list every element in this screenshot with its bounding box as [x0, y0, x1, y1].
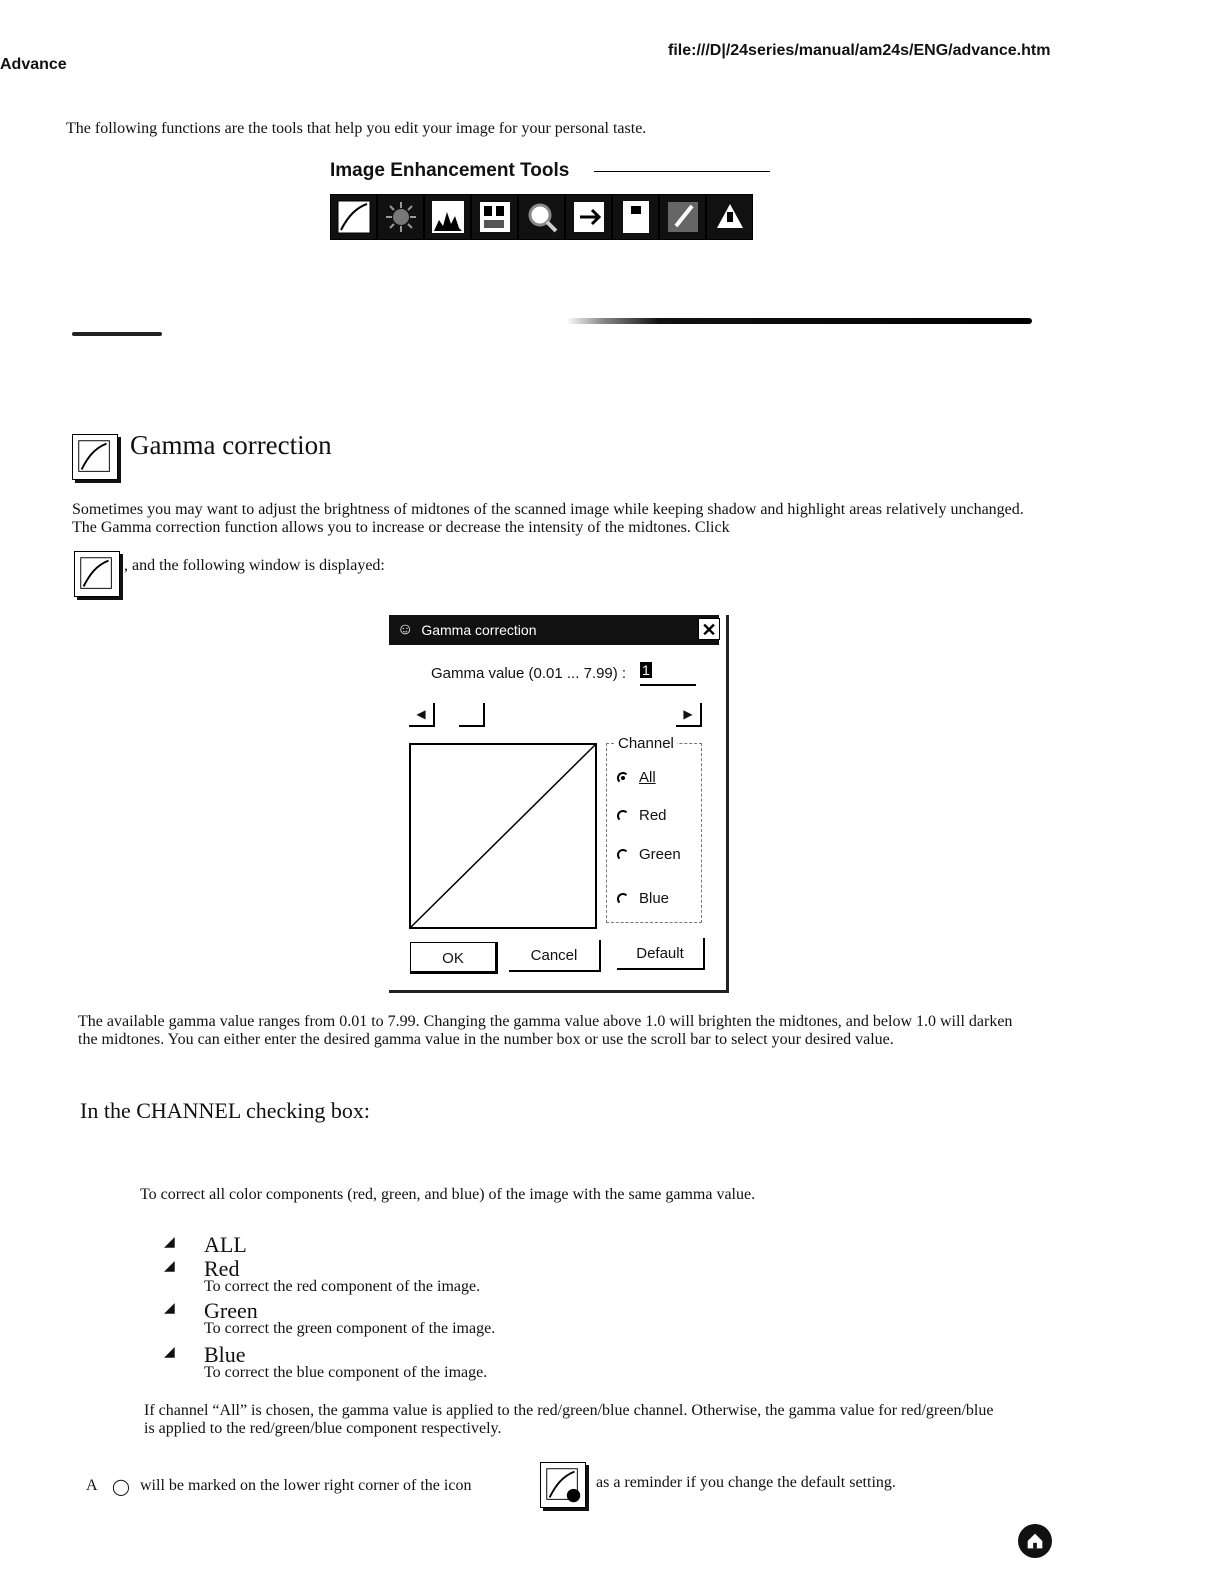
gamma-dialog	[389, 615, 729, 993]
scroll-thumb[interactable]	[459, 703, 485, 727]
brightness-icon[interactable]	[377, 194, 424, 240]
dialog-title: Gamma correction	[421, 622, 537, 638]
bullet-icon: ◢	[164, 1235, 175, 1250]
gamma-curve	[409, 743, 597, 929]
zoom-icon[interactable]	[518, 194, 565, 240]
ok-button[interactable]: OK	[410, 942, 498, 974]
radio-blue[interactable]: Blue	[617, 890, 669, 907]
lightbulb-icon: ◯	[112, 1479, 130, 1496]
gamma-icon-inline	[74, 551, 120, 597]
tools-title: Image Enhancement Tools	[330, 160, 570, 181]
gamma-icon-modified	[540, 1462, 586, 1508]
radio-indicator	[617, 772, 629, 784]
radio-indicator	[617, 810, 629, 822]
channel-note: If channel “All” is chosen, the gamma value is applied to the red/green/blue channel. Otherwise, the gamma value for red/green/blue is applied to the red/green/blue component respectively.	[144, 1402, 994, 1437]
gamma-icon	[72, 434, 118, 480]
color-balance-icon[interactable]	[471, 194, 518, 240]
radio-all[interactable]: All	[617, 769, 656, 786]
default-button[interactable]: Default	[617, 938, 705, 970]
cancel-button[interactable]: Cancel	[509, 940, 601, 972]
tools-title-rule	[594, 171, 770, 172]
dialog-titlebar	[389, 615, 719, 645]
intro-text: The following functions are the tools that help you edit your image for your personal taste.	[66, 120, 647, 137]
reset-icon[interactable]	[659, 194, 706, 240]
close-icon[interactable]: ✕	[698, 618, 720, 640]
reminder-post: as a reminder if you change the default setting.	[596, 1474, 896, 1491]
radio-indicator	[617, 849, 629, 861]
radio-red[interactable]: Red	[617, 807, 667, 824]
home-icon[interactable]	[1018, 1524, 1052, 1558]
section-title: Gamma correction	[130, 430, 332, 460]
page-header-url: file:///D|/24series/manual/am24s/ENG/advance.htm	[668, 42, 1051, 59]
gamma-description-tail: , and the following window is displayed:	[124, 557, 385, 574]
palette-icon[interactable]	[706, 194, 753, 240]
gamma-description: Sometimes you may want to adjust the brightness of midtones of the scanned image while keeping shadow and highlight areas relatively unchanged. The Gamma correction function allows you to increase or decrease the intensity of the midtones. Click	[72, 501, 1024, 536]
scroll-left-button[interactable]: ◀	[409, 703, 435, 727]
gamma-value-input[interactable]	[640, 662, 696, 686]
radio-indicator	[617, 893, 629, 905]
reminder-pre: A	[86, 1477, 98, 1494]
dialog-app-icon: ☺	[397, 621, 414, 638]
divider-left	[72, 332, 162, 336]
gamma-icon[interactable]	[330, 194, 377, 240]
gamma-range-text: The available gamma value ranges from 0.01 to 7.99. Changing the gamma value above 1.0 will brighten the midtones, and below 1.0 will darken the midtones. You can either enter the desired gamma value in the number box or use the scroll bar to select your desired value.	[78, 1013, 1013, 1048]
bullet-icon: ◢	[164, 1259, 175, 1274]
page-header-left: Advance	[0, 56, 67, 73]
radio-green[interactable]: Green	[617, 846, 681, 863]
channel-label: Channel	[615, 735, 677, 752]
scroll-right-button[interactable]: ▶	[676, 703, 702, 727]
enhancement-toolbar	[330, 194, 753, 242]
gamma-value: 1	[642, 662, 650, 678]
card-icon[interactable]	[612, 194, 659, 240]
divider-right	[566, 318, 1032, 324]
bullet-icon: ◢	[164, 1345, 175, 1360]
histogram-icon[interactable]	[424, 194, 471, 240]
all-description: To correct all color components (red, green, and blue) of the image with the same gamma value.	[140, 1186, 756, 1203]
reminder-mid: will be marked on the lower right corner of the icon	[140, 1477, 472, 1494]
flip-icon[interactable]	[565, 194, 612, 240]
channel-heading: In the CHANNEL checking box:	[80, 1098, 371, 1123]
gamma-value-label: Gamma value (0.01 ... 7.99) :	[431, 665, 627, 682]
bullet-icon: ◢	[164, 1301, 175, 1316]
